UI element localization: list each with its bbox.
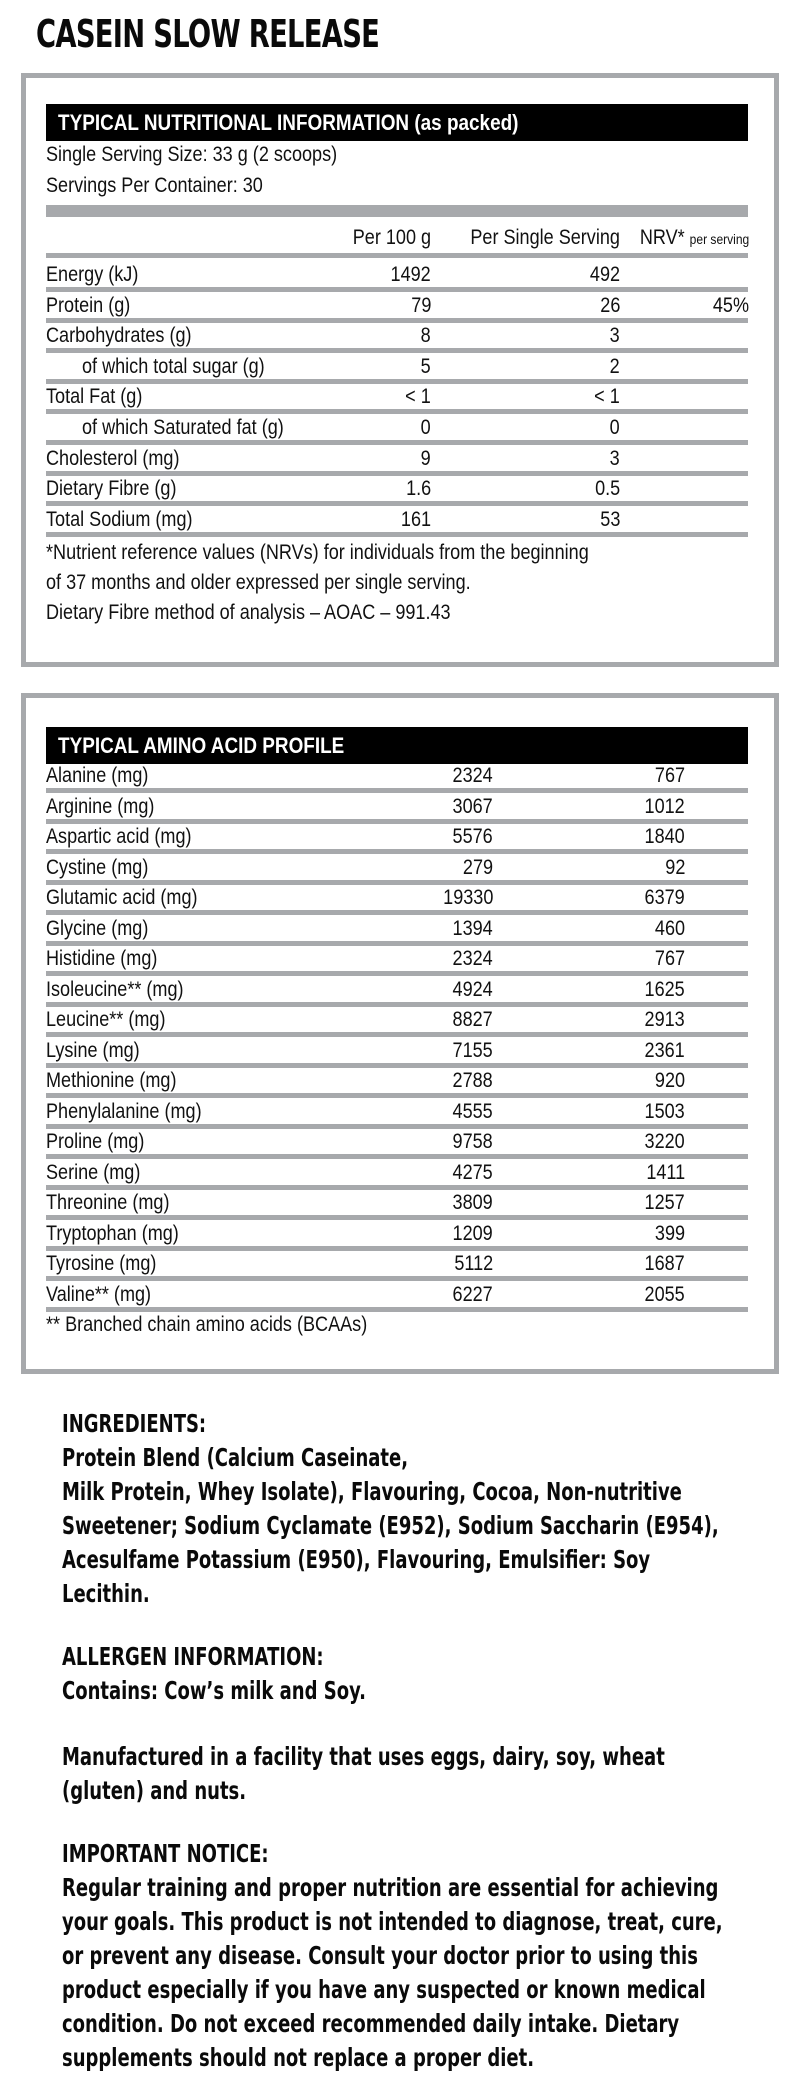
amino-per100-text: 5112 xyxy=(454,1252,493,1275)
nutrient-nrv-text: 45% xyxy=(712,293,749,317)
row-divider xyxy=(46,971,748,976)
amino-per100 xyxy=(435,886,493,910)
nutrient-per-serving-text: 26 xyxy=(599,293,620,317)
allergen-section xyxy=(62,1640,762,1708)
nutrient-per100-text: 79 xyxy=(410,293,431,317)
fibre-method-note: Dietary Fibre method of analysis – AOAC – 991.43 xyxy=(46,601,451,624)
amino-per100 xyxy=(446,978,493,1002)
nutrition-header xyxy=(46,104,748,141)
amino-per-serving-text: 92 xyxy=(664,855,685,879)
amino-per100 xyxy=(446,1191,493,1215)
nutrient-label-text: of which total sugar (g) xyxy=(82,354,265,378)
thick-divider xyxy=(46,205,748,217)
text-line: your goals. This product is not intended to diagnose, treat, cure, xyxy=(62,1907,723,1936)
amino-per-serving xyxy=(638,978,685,1002)
amino-label-text: Histidine (mg) xyxy=(46,947,158,970)
row-divider xyxy=(46,1215,748,1220)
amino-label xyxy=(46,825,215,849)
amino-per-serving-text: 1687 xyxy=(644,1252,685,1275)
amino-label-text: Aspartic acid (mg) xyxy=(46,825,192,848)
nutrient-per100 xyxy=(419,355,431,379)
text-line: Protein Blend (Calcium Caseinate, xyxy=(62,1443,409,1472)
nutrient-label xyxy=(46,263,153,287)
row-divider xyxy=(46,788,748,793)
nutrient-per100-text: 5 xyxy=(420,354,431,378)
nutrient-per100-text: 9 xyxy=(420,446,431,470)
amino-per-serving-text: 1411 xyxy=(646,1160,685,1184)
amino-per-serving-text: 1625 xyxy=(644,977,685,1001)
amino-per100-text: 6227 xyxy=(452,1282,493,1306)
amino-per100 xyxy=(446,1039,493,1063)
text-line: Contains: Cow’s milk and Soy. xyxy=(62,1676,367,1705)
nutrient-per-serving-text: 0 xyxy=(609,416,620,439)
amino-label-text: Tyrosine (mg) xyxy=(46,1252,157,1275)
row-divider xyxy=(46,1246,748,1251)
amino-label xyxy=(46,1130,160,1154)
text-line: supplements should not replace a proper diet. xyxy=(62,2043,535,2072)
amino-label-text: Proline (mg) xyxy=(46,1130,145,1153)
amino-label-text: Glutamic acid (mg) xyxy=(46,886,198,909)
nutrient-per100 xyxy=(408,294,431,318)
amino-per-serving xyxy=(650,764,685,788)
amino-label xyxy=(46,1191,190,1215)
nrv-footnote-2: of 37 months and older expressed per single serving. xyxy=(46,571,471,594)
amino-label-text: Cystine (mg) xyxy=(46,855,149,879)
nutrition-header-text: TYPICAL NUTRITIONAL INFORMATION (as packed) xyxy=(58,110,519,135)
notice-section xyxy=(62,1837,762,2075)
amino-label xyxy=(46,1100,227,1124)
amino-per-serving-text: 767 xyxy=(654,764,685,787)
amino-per100 xyxy=(448,1252,493,1276)
nutrient-per-serving-text: 492 xyxy=(589,263,620,286)
amino-per100-text: 3067 xyxy=(452,794,493,818)
nutrient-per-serving xyxy=(591,477,620,501)
nutrient-label-text: Cholesterol (mg) xyxy=(46,446,180,470)
allergen-heading: ALLERGEN INFORMATION: xyxy=(62,1642,324,1671)
row-divider xyxy=(46,910,748,915)
ingredients-section xyxy=(62,1407,762,1611)
nutrient-per100 xyxy=(419,416,431,440)
row-divider xyxy=(46,1185,748,1190)
amino-per100-text: 8827 xyxy=(452,1008,493,1031)
amino-per100 xyxy=(446,764,493,788)
amino-label-text: Alanine (mg) xyxy=(46,764,149,787)
amino-label xyxy=(46,917,165,941)
row-divider xyxy=(46,1002,748,1007)
text-line: Acesulfame Potassium (E950), Flavouring, Emulsifier: Soy xyxy=(62,1545,651,1574)
servings-per-container xyxy=(46,174,298,198)
row-divider xyxy=(46,1093,748,1098)
amino-per-serving xyxy=(638,1283,685,1307)
amino-label-text: Phenylalanine (mg) xyxy=(46,1099,202,1123)
amino-per-serving xyxy=(638,1100,685,1124)
amino-label-text: Tryptophan (mg) xyxy=(46,1221,179,1245)
amino-header-text: TYPICAL AMINO ACID PROFILE xyxy=(58,733,345,758)
text-line: Sweetener; Sodium Cyclamate (E952), Sodium Saccharin (E954), xyxy=(62,1511,719,1540)
text-line: (gluten) and nuts. xyxy=(62,1776,247,1805)
amino-per-serving xyxy=(650,947,685,971)
row-divider xyxy=(46,1124,748,1129)
nutrient-per100-text: 161 xyxy=(400,507,431,531)
row-divider xyxy=(46,880,748,885)
nrv-footnote-1: *Nutrient reference values (NRVs) for individuals from the beginning xyxy=(46,541,589,564)
amino-per100-text: 2324 xyxy=(452,764,493,787)
amino-per-serving xyxy=(638,1039,685,1063)
amino-per-serving xyxy=(638,1191,685,1215)
amino-per100-text: 2788 xyxy=(452,1069,493,1092)
nutrient-label xyxy=(82,355,294,379)
nutrient-label xyxy=(46,477,198,501)
nutrition-panel xyxy=(21,73,779,667)
row-divider xyxy=(46,318,748,323)
servings-per-container-text: Servings Per Container: 30 xyxy=(46,174,263,197)
row-divider xyxy=(46,849,748,854)
amino-per-serving-text: 920 xyxy=(654,1069,685,1092)
nutrient-label-text: Energy (kJ) xyxy=(46,263,139,286)
nutrient-per-serving xyxy=(590,385,620,409)
nutrient-label-text: Carbohydrates (g) xyxy=(46,324,192,348)
text-line: Regular training and proper nutrition are essential for achieving xyxy=(62,1873,719,1902)
nutrient-per100-text: 1492 xyxy=(390,263,431,286)
nutrient-per100-text: 0 xyxy=(420,416,431,439)
amino-per-serving-text: 1840 xyxy=(644,825,685,848)
nutrient-per100 xyxy=(419,324,431,348)
amino-per100 xyxy=(446,1130,493,1154)
nutrient-per-serving xyxy=(608,355,620,379)
amino-per-serving-text: 6379 xyxy=(644,886,685,909)
amino-label-text: Isoleucine** (mg) xyxy=(46,977,184,1001)
row-divider xyxy=(46,1276,748,1281)
text-line: or prevent any disease. Consult your doctor prior to using this xyxy=(62,1941,698,1970)
text-line: product especially if you have any suspected or known medical xyxy=(62,1975,706,2004)
amino-per-serving xyxy=(650,1069,685,1093)
amino-label xyxy=(46,795,172,819)
amino-header xyxy=(46,727,748,764)
amino-per-serving-text: 3220 xyxy=(644,1130,685,1153)
row-divider xyxy=(46,379,748,384)
amino-per100 xyxy=(446,795,493,819)
amino-label xyxy=(46,886,222,910)
nutrient-per100 xyxy=(419,447,431,471)
nutrient-label-text: Total Fat (g) xyxy=(46,385,143,409)
nutrient-per100-text: < 1 xyxy=(405,385,431,409)
nutrient-per-serving-text: < 1 xyxy=(594,385,620,409)
amino-label-text: Threonine (mg) xyxy=(46,1191,170,1214)
amino-per100-text: 279 xyxy=(462,855,493,879)
nutrient-per100 xyxy=(401,385,431,409)
nutrient-per-serving xyxy=(597,294,620,318)
amino-label-text: Glycine (mg) xyxy=(46,916,149,940)
amino-per100-text: 7155 xyxy=(452,1038,493,1062)
amino-per100 xyxy=(446,917,493,941)
amino-per-serving-text: 2055 xyxy=(644,1282,685,1306)
amino-label xyxy=(46,856,165,880)
amino-acid-panel xyxy=(21,693,779,1374)
amino-per-serving xyxy=(638,795,685,819)
row-divider xyxy=(46,1307,748,1312)
amino-per-serving-text: 1257 xyxy=(644,1191,685,1214)
nutrient-per-serving-text: 3 xyxy=(609,324,620,348)
nutrient-per-serving xyxy=(608,416,620,440)
amino-label-text: Methionine (mg) xyxy=(46,1069,177,1092)
row-divider xyxy=(46,1063,748,1068)
amino-per100 xyxy=(446,825,493,849)
text-line: Lecithin. xyxy=(62,1579,150,1608)
col-header-per-serving: Per Single Serving xyxy=(470,226,620,249)
amino-label xyxy=(46,947,176,971)
nutrient-per100 xyxy=(384,263,431,287)
nutrient-per-serving-text: 53 xyxy=(599,507,620,531)
amino-per-serving xyxy=(638,1130,685,1154)
amino-per100-text: 3809 xyxy=(452,1191,493,1214)
amino-per-serving xyxy=(662,856,685,880)
amino-per-serving-text: 767 xyxy=(654,947,685,970)
amino-per-serving xyxy=(640,1161,685,1185)
amino-per100-text: 9758 xyxy=(452,1130,493,1153)
nrv-label: NRV* xyxy=(639,226,685,249)
amino-label-text: Leucine** (mg) xyxy=(46,1008,166,1031)
nutrient-per100 xyxy=(402,477,431,501)
amino-label xyxy=(46,1222,200,1246)
amino-per100 xyxy=(446,1100,493,1124)
row-divider xyxy=(46,501,748,506)
amino-label-text: Arginine (mg) xyxy=(46,794,155,818)
amino-label xyxy=(46,1283,168,1307)
divider xyxy=(46,253,748,258)
amino-label xyxy=(46,978,206,1002)
amino-per100 xyxy=(446,1161,493,1185)
text-line: Milk Protein, Whey Isolate), Flavouring, Cocoa, Non-nutritive xyxy=(62,1477,682,1506)
nutrient-label xyxy=(46,447,201,471)
nutrient-label-text: Total Sodium (mg) xyxy=(46,507,193,531)
col-header-nrv xyxy=(622,226,749,251)
amino-per100 xyxy=(458,856,493,880)
amino-per100-text: 4555 xyxy=(452,1099,493,1123)
amino-per100 xyxy=(446,1222,493,1246)
amino-per-serving xyxy=(638,1252,685,1276)
amino-per100 xyxy=(446,1283,493,1307)
row-divider xyxy=(46,1032,748,1037)
nutrient-label xyxy=(46,294,144,318)
row-divider xyxy=(46,941,748,946)
nutrient-per100-text: 8 xyxy=(420,324,431,348)
amino-per-serving-text: 2361 xyxy=(644,1038,685,1062)
nutrient-label-text: of which Saturated fat (g) xyxy=(82,416,284,439)
page-title: CASEIN SLOW RELEASE xyxy=(36,12,380,56)
row-divider xyxy=(46,1154,748,1159)
row-divider xyxy=(46,409,748,414)
nutrient-label-text: Dietary Fibre (g) xyxy=(46,477,177,501)
nutrient-label xyxy=(46,385,158,409)
amino-per-serving xyxy=(638,825,685,849)
text-line: condition. Do not exceed recommended daily intake. Dietary xyxy=(62,2009,680,2038)
nutrient-label xyxy=(46,324,215,348)
nrv-note: per serving xyxy=(689,231,749,247)
amino-per100 xyxy=(446,1069,493,1093)
amino-label xyxy=(46,1161,156,1185)
serving-size xyxy=(46,143,385,167)
nutrient-per-serving-text: 3 xyxy=(609,446,620,470)
bcaa-footnote: ** Branched chain amino acids (BCAAs) xyxy=(46,1313,368,1336)
amino-per-serving xyxy=(638,886,685,910)
col-header-per100: Per 100 g xyxy=(352,226,431,249)
amino-label xyxy=(46,1252,174,1276)
nutrient-per-serving xyxy=(597,508,620,532)
amino-per-serving-text: 399 xyxy=(654,1221,685,1245)
amino-per100-text: 5576 xyxy=(452,825,493,848)
row-divider xyxy=(46,348,748,353)
amino-label xyxy=(46,1069,198,1093)
facility-section xyxy=(62,1740,762,1808)
amino-per-serving xyxy=(638,1008,685,1032)
row-divider xyxy=(46,440,748,445)
amino-per-serving-text: 460 xyxy=(654,916,685,940)
row-divider xyxy=(46,532,748,537)
amino-per100-text: 4924 xyxy=(452,977,493,1001)
amino-per100-text: 1209 xyxy=(452,1221,493,1245)
amino-label-text: Serine (mg) xyxy=(46,1160,141,1184)
amino-label xyxy=(46,764,165,788)
row-divider xyxy=(46,287,748,292)
nutrient-per-serving xyxy=(585,263,620,287)
nutrient-per100-text: 1.6 xyxy=(405,477,431,501)
nutrient-label-text: Protein (g) xyxy=(46,293,131,317)
nutrient-nrv xyxy=(707,294,749,318)
amino-label-text: Valine** (mg) xyxy=(46,1282,152,1306)
amino-per-serving-text: 1012 xyxy=(644,794,685,818)
amino-label xyxy=(46,1008,185,1032)
amino-per100-text: 4275 xyxy=(452,1160,493,1184)
nutrient-per-serving xyxy=(608,324,620,348)
amino-per-serving-text: 1503 xyxy=(644,1099,685,1123)
nutrient-label xyxy=(82,416,317,440)
amino-label xyxy=(46,1039,155,1063)
nutrient-per-serving-text: 2 xyxy=(609,354,620,378)
ingredients-heading: INGREDIENTS: xyxy=(62,1409,207,1438)
amino-per100 xyxy=(446,947,493,971)
amino-per100 xyxy=(446,1008,493,1032)
nutrient-per-serving-text: 0.5 xyxy=(594,477,620,501)
amino-per-serving xyxy=(650,1222,685,1246)
amino-per-serving xyxy=(650,917,685,941)
amino-label-text: Lysine (mg) xyxy=(46,1038,140,1062)
amino-per100-text: 2324 xyxy=(452,947,493,970)
nutrient-per100 xyxy=(396,508,431,532)
text-line: Manufactured in a facility that uses eggs, dairy, soy, wheat xyxy=(62,1742,665,1771)
nutrient-label xyxy=(46,508,216,532)
notice-heading: IMPORTANT NOTICE: xyxy=(62,1839,269,1868)
amino-per100-text: 19330 xyxy=(442,886,493,909)
amino-per-serving-text: 2913 xyxy=(644,1008,685,1031)
nutrient-per-serving xyxy=(608,447,620,471)
serving-size-text: Single Serving Size: 33 g (2 scoops) xyxy=(46,143,338,166)
amino-per100-text: 1394 xyxy=(452,916,493,940)
row-divider xyxy=(46,471,748,476)
row-divider xyxy=(46,819,748,824)
